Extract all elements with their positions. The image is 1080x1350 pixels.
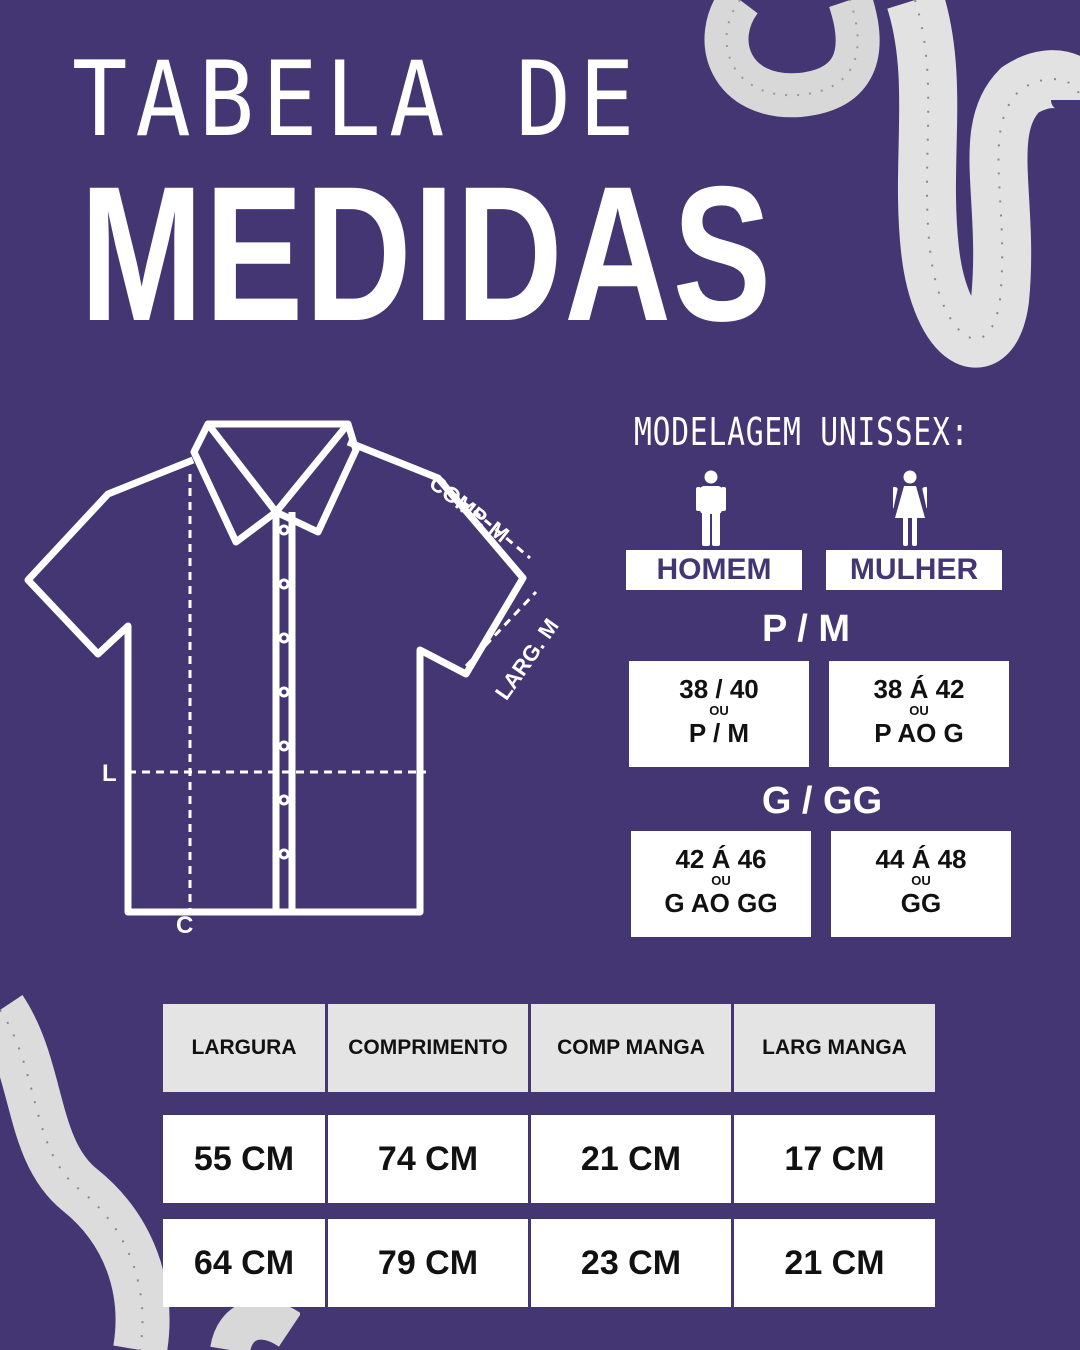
- table-header-largura: LARGURA: [163, 1004, 325, 1092]
- table-cell: 23 CM: [531, 1219, 731, 1307]
- mulher-label: MULHER: [826, 550, 1002, 590]
- measure-label-l: L: [102, 760, 117, 787]
- size-card-ou: OU: [711, 873, 731, 888]
- size-card-top: 38 Á 42: [873, 674, 965, 704]
- size-card-men-ggg: [631, 831, 811, 937]
- male-person-icon: [696, 470, 726, 546]
- size-card-men-pm: [629, 661, 809, 767]
- table-cell: 79 CM: [328, 1219, 528, 1307]
- size-card-women-pm: [829, 661, 1009, 767]
- table-header-comprimento: COMPRIMENTO: [328, 1004, 528, 1092]
- size-card-top: 38 / 40: [679, 674, 759, 704]
- size-card-bottom: GG: [900, 888, 942, 918]
- measure-label-larg: LARG. M: [490, 613, 564, 705]
- table-cell: 17 CM: [734, 1115, 935, 1203]
- female-person-icon: [893, 470, 927, 546]
- size-card-ou: OU: [709, 703, 729, 718]
- size-card-bottom: P / M: [688, 718, 750, 748]
- measure-label-c: C: [176, 912, 194, 939]
- title-line-2: MEDIDAS: [80, 146, 773, 362]
- size-card-bottom: G AO GG: [664, 888, 778, 918]
- measure-label-comp: COMP. M: [424, 470, 514, 548]
- measuring-tape-icon: [700, 0, 1080, 390]
- size-group-title-pm: P / M: [762, 608, 850, 650]
- table-cell: 21 CM: [531, 1115, 731, 1203]
- table-header-larg-manga: LARG MANGA: [734, 1004, 935, 1092]
- size-card-ou: OU: [911, 873, 931, 888]
- size-card-ou: OU: [909, 703, 929, 718]
- table-cell: 21 CM: [734, 1219, 935, 1307]
- size-card-top: 42 Á 46: [675, 844, 767, 874]
- title-line-1: TABELA DE: [72, 40, 643, 160]
- size-card-bottom: P AO G: [874, 718, 964, 748]
- table-cell: 64 CM: [163, 1219, 325, 1307]
- homem-label: HOMEM: [626, 550, 802, 590]
- size-group-title-ggg: G / GG: [761, 780, 883, 822]
- table-cell: 55 CM: [163, 1115, 325, 1203]
- modelagem-title: MODELAGEM UNISSEX:: [634, 410, 970, 454]
- size-card-women-ggg: [831, 831, 1011, 937]
- table-cell: 74 CM: [328, 1115, 528, 1203]
- size-card-top: 44 Á 48: [875, 844, 967, 874]
- table-header-comp-manga: COMP MANGA: [531, 1004, 731, 1092]
